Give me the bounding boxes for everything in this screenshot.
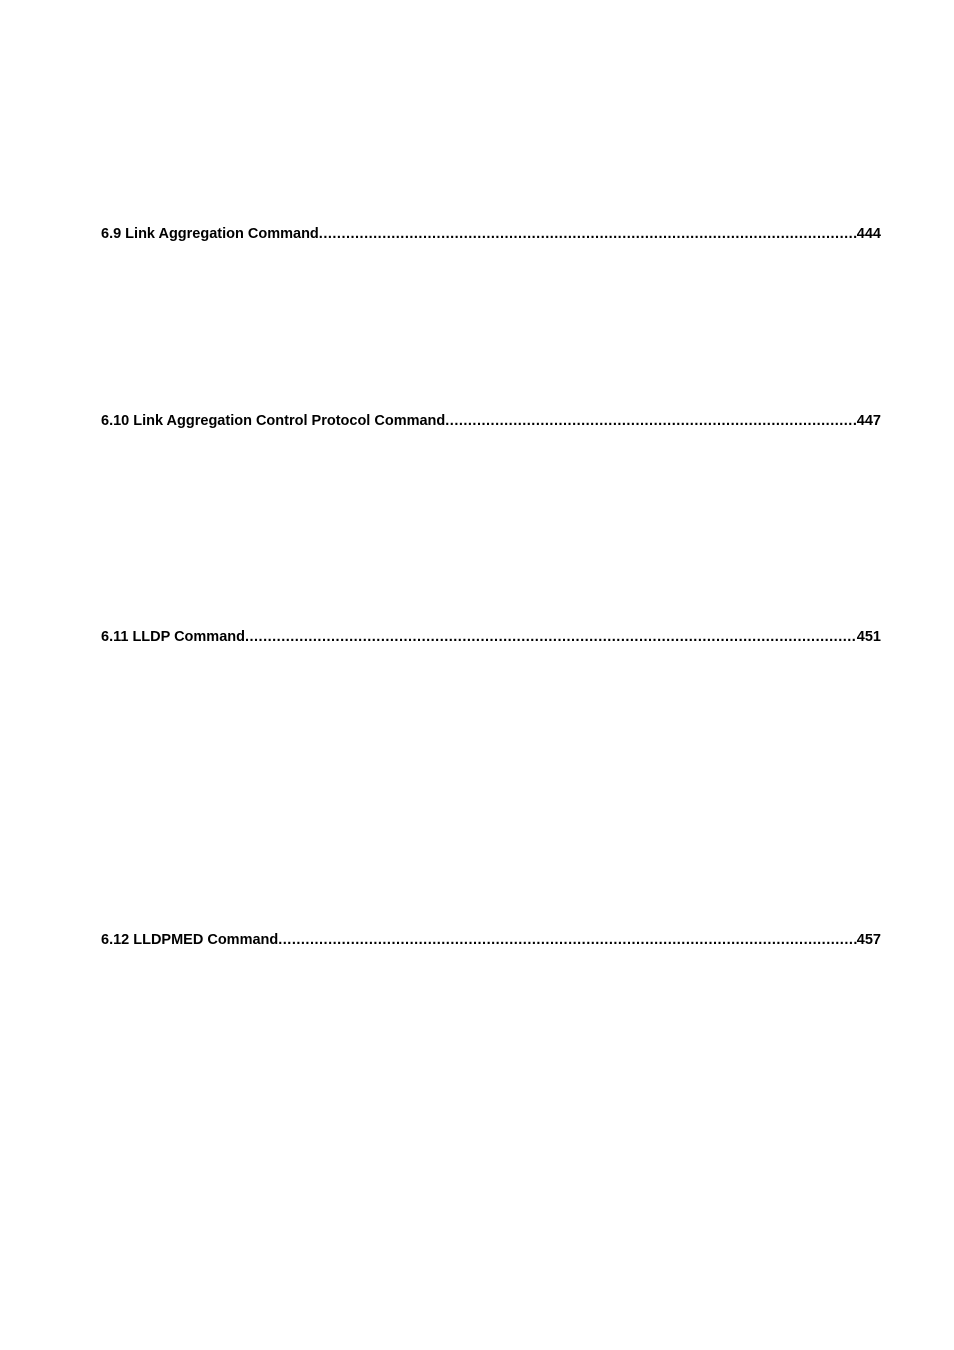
toc-entry-page-number: 457	[856, 932, 881, 948]
toc-entry-title: 6.10 Link Aggregation Control Protocol Command	[101, 413, 446, 429]
toc-dot-leader	[319, 224, 857, 244]
toc-entry-lacp[interactable]	[101, 411, 881, 431]
toc-dot-leader	[445, 411, 857, 431]
toc-dot-leader	[245, 627, 857, 647]
toc-dot-leader	[278, 930, 857, 950]
toc-entry-lldpmed[interactable]	[101, 930, 881, 950]
toc-entry-title: 6.11 LLDP Command	[101, 629, 245, 645]
toc-entry-title: 6.9 Link Aggregation Command	[101, 226, 319, 242]
toc-entry-page-number: 444	[856, 226, 881, 242]
toc-entry-page-number: 451	[856, 629, 881, 645]
toc-entry-title: 6.12 LLDPMED Command	[101, 932, 279, 948]
toc-entry-page-number: 447	[856, 413, 881, 429]
toc-entry-lldp[interactable]	[101, 627, 881, 647]
toc-entry-link-aggregation[interactable]	[101, 224, 881, 244]
